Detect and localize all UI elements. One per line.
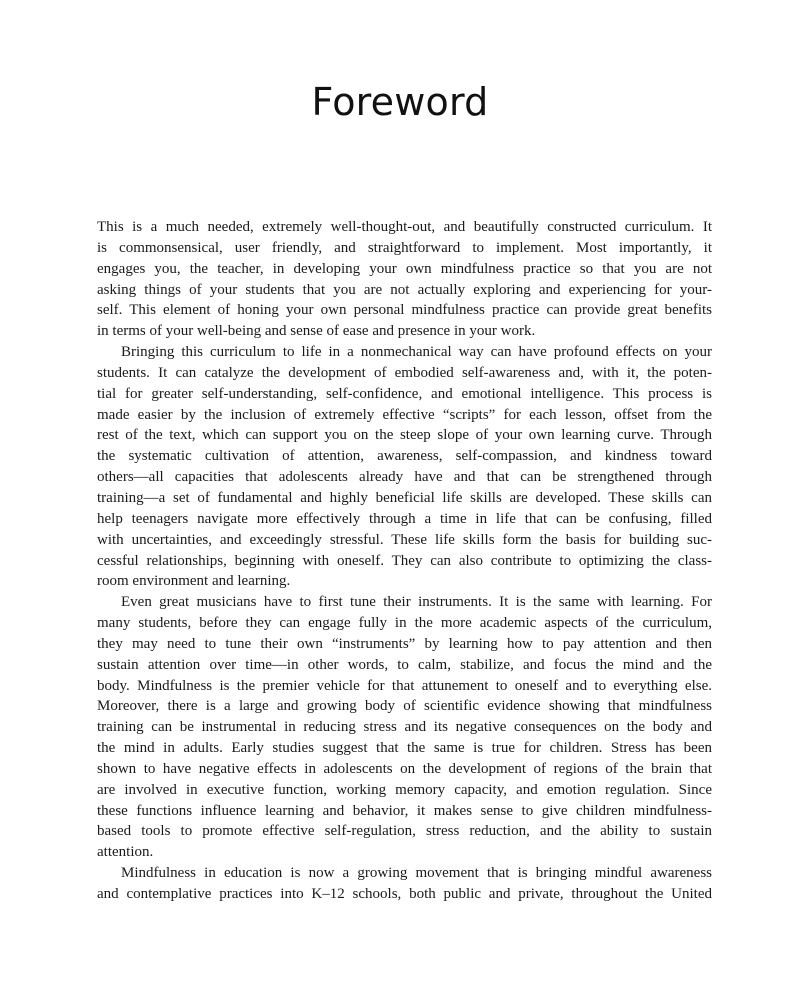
text-line: these functions influence learning and behavior, it makes sense to give children mindfulness- (97, 802, 712, 819)
text-line: This is a much needed, extremely well-thought-out, and beautifully constructed curriculum. It (97, 219, 712, 235)
text-line: rest of the text, which can support you on the steep slope of your own learning curve. Through (97, 427, 712, 444)
paragraph-4 (97, 863, 712, 905)
text-line: room environment and learning. (97, 573, 291, 590)
paragraph-2 (97, 342, 712, 592)
text-line: students. It can catalyze the development of embodied self-awareness and, with it, the poten- (97, 364, 712, 381)
text-line: with uncertainties, and exceedingly stressful. These life skills form the basis for building suc- (97, 531, 712, 548)
text-line: shown to have negative effects in adolescents on the development of regions of the brain that (97, 760, 712, 777)
text-line: self. This element of honing your own personal mindfulness practice can provide great benefits (97, 302, 712, 319)
text-line: others—all capacities that adolescents already have and that can be strengthened through (97, 469, 712, 486)
text-line: Bringing this curriculum to life in a nonmechanical way can have profound effects on your (121, 344, 712, 361)
text-line: many students, before they can engage fully in the more academic aspects of the curriculum, (97, 615, 712, 632)
text-line: is commonsensical, user friendly, and straightforward to implement. Most importantly, it (97, 239, 712, 256)
text-line: are involved in executive function, working memory capacity, and emotion regulation. Since (97, 781, 712, 798)
text-line: based tools to promote effective self-regulation, stress reduction, and the ability to sustain (97, 823, 712, 840)
text-line: asking things of your students that you are not actually exploring and experiencing for your- (97, 281, 712, 298)
text-line: and contemplative practices into K–12 schools, both public and private, throughout the United (97, 886, 712, 902)
text-line: the mind in adults. Early studies suggest that the same is true for children. Stress has been (97, 740, 712, 757)
text-line: sustain attention over time—in other words, to calm, stabilize, and focus the mind and the (97, 656, 712, 673)
paragraph-1 (97, 217, 712, 342)
text-line: training—a set of fundamental and highly beneficial life skills are developed. These skills can (97, 489, 712, 506)
text-line: in terms of your well-being and sense of ease and presence in your work. (97, 323, 536, 340)
paragraph-3 (97, 592, 712, 863)
text-line: Moreover, there is a large and growing body of scientific evidence showing that mindfulness (97, 698, 712, 715)
text-line: they may need to tune their own “instruments” by learning how to pay attention and then (97, 635, 712, 652)
page-title: Foreword (311, 80, 489, 124)
text-line: Even great musicians have to first tune their instruments. It is the same with learning. For (121, 594, 712, 611)
text-line: help teenagers navigate more effectively through a time in life that can be confusing, filled (97, 510, 712, 527)
foreword-body (97, 217, 712, 905)
text-line: training can be instrumental in reducing stress and its negative consequences on the body and (97, 719, 712, 736)
text-line: cessful relationships, beginning with oneself. They can also contribute to optimizing the class- (97, 552, 712, 569)
text-line: made easier by the inclusion of extremely effective “scripts” for each lesson, offset from the (97, 406, 712, 423)
text-line: the systematic cultivation of attention, awareness, self-compassion, and kindness toward (97, 448, 712, 465)
text-line: tial for greater self-understanding, self-confidence, and emotional intelligence. This process is (97, 385, 712, 402)
text-line: Mindfulness in education is now a growing movement that is bringing mindful awareness (121, 865, 712, 882)
text-line: attention. (97, 844, 154, 861)
text-line: engages you, the teacher, in developing your own mindfulness practice so that you are not (97, 260, 712, 277)
text-line: body. Mindfulness is the premier vehicle for that attunement to oneself and to everything else. (97, 677, 712, 694)
